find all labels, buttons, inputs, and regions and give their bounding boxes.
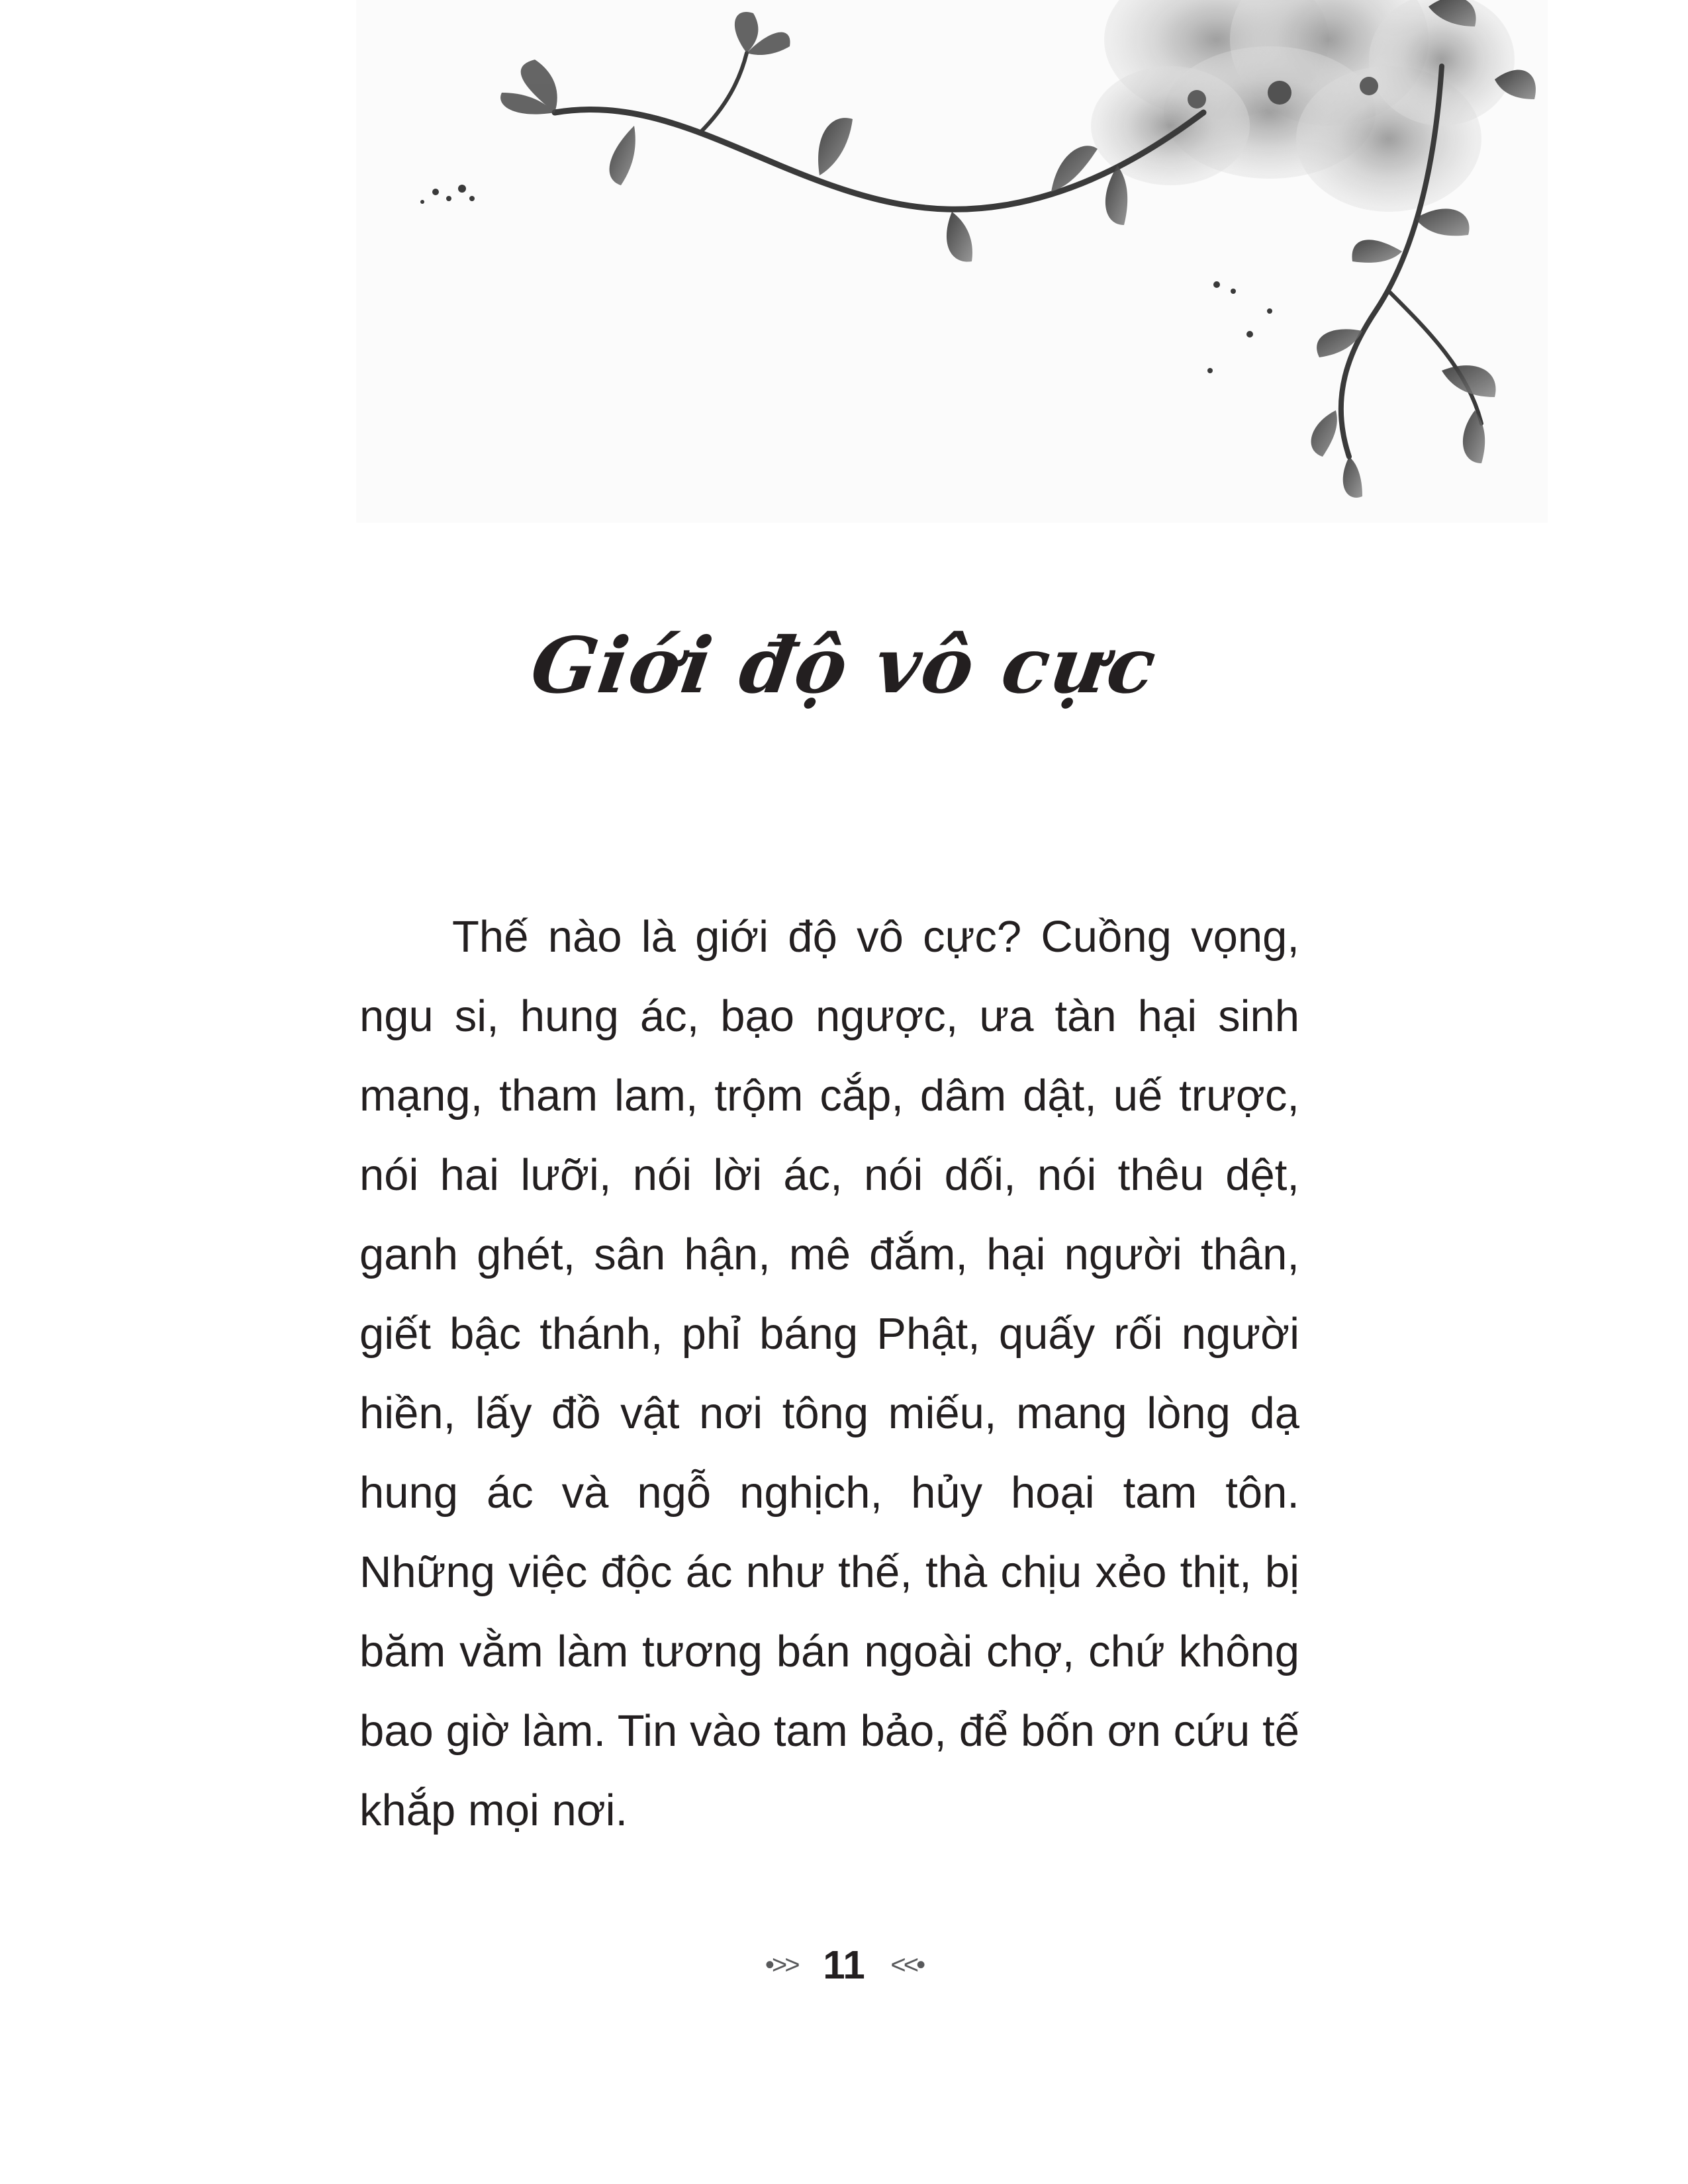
watercolor-flower-illustration: [356, 0, 1548, 523]
folio-right-ornament: <<•: [890, 1950, 923, 1979]
body-paragraph: Thế nào là giới độ vô cực? Cuồng vọng, ngu si, hung ác, bạo ngược, ưa tàn hại sinh mạng, tham lam, trộm cắp, dâm dật, uế trược, nói hai lưỡi, nói lời ác, nói dối, nói thêu dệt, ganh ghét, sân hận, mê đắm, hại người thân, giết bậc thánh, phỉ báng Phật, quấy rối người hiền, lấy đồ vật nơi tông miếu, mang lòng dạ hung ác và ngỗ nghịch, hủy hoại tam tôn. Những việc độc ác như thế, thà chịu xẻo thịt, bị băm vằm làm tương bán ngoài chợ, chứ không bao giờ làm. Tin vào tam bảo, để bốn ơn cứu tế khắp mọi nơi.: [359, 912, 1299, 1835]
page-number: 11: [823, 1942, 865, 1987]
folio-left-ornament: •>>: [765, 1950, 798, 1979]
chapter-title: Giới độ vô cực: [526, 620, 1162, 711]
page-number-footer: [0, 1939, 1688, 1988]
